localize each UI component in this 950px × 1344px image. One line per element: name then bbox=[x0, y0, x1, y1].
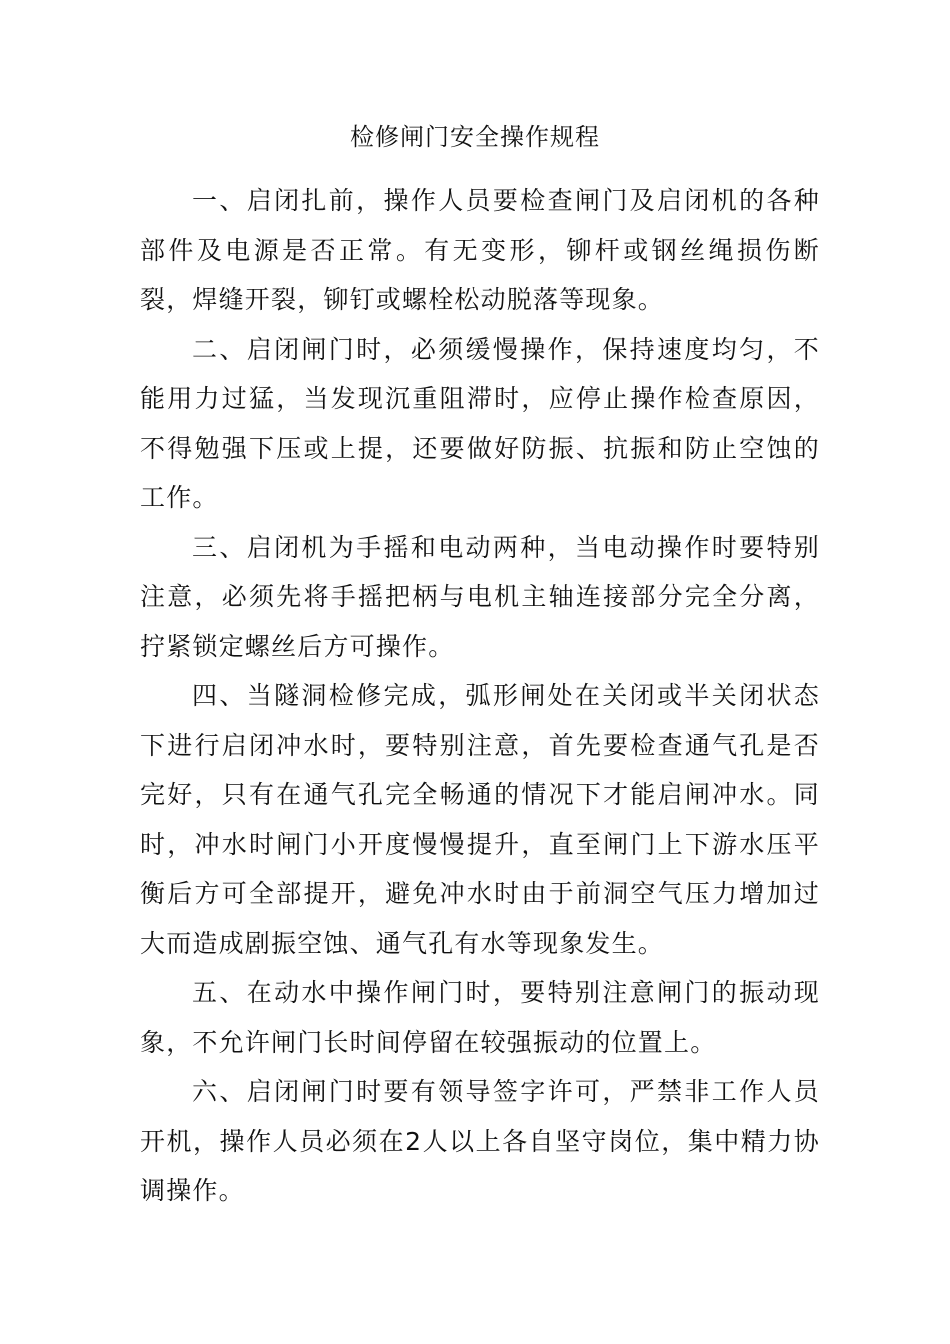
paragraph-6: 六、启闭闸门时要有领导签字许可，严禁非工作人员开机，操作人员必须在2人以上各自坚守岗位，集中精力协调操作。 bbox=[140, 1077, 820, 1205]
paragraph-1: 一、启闭扎前，操作人员要检查闸门及启闭机的各种部件及电源是否正常。有无变形，铆杆或钢丝绳损伤断裂，焊缝开裂，铆钉或螺栓松动脱落等现象。 bbox=[140, 186, 820, 314]
paragraph-4: 四、当隧洞检修完成，弧形闸处在关闭或半关闭状态下进行启闭冲水时，要特别注意，首先要检查通气孔是否完好，只有在通气孔完全畅通的情况下才能启闸冲水。同时，冲水时闸门小开度慢慢提升，直至闸门上下游水压平衡后方可全部提开，避免冲水时由于前洞空气压力增加过大而造成剧振空蚀、通气孔有水等现象发生。 bbox=[140, 681, 820, 958]
document-body bbox=[140, 176, 820, 1216]
paragraph-2: 二、启闭闸门时，必须缓慢操作，保持速度均匀，不能用力过猛，当发现沉重阻滞时，应停止操作检查原因，不得勉强下压或上提，还要做好防振、抗振和防止空蚀的工作。 bbox=[140, 334, 820, 512]
document-title: 检修闸门安全操作规程 bbox=[350, 123, 600, 151]
paragraph-3: 三、启闭机为手摇和电动两种，当电动操作时要特别注意，必须先将手摇把柄与电机主轴连接部分完全分离，拧紧锁定螺丝后方可操作。 bbox=[140, 532, 820, 661]
paragraph-5: 五、在动水中操作闸门时，要特别注意闸门的振动现象，不允许闸门长时间停留在较强振动的位置上。 bbox=[140, 978, 820, 1057]
